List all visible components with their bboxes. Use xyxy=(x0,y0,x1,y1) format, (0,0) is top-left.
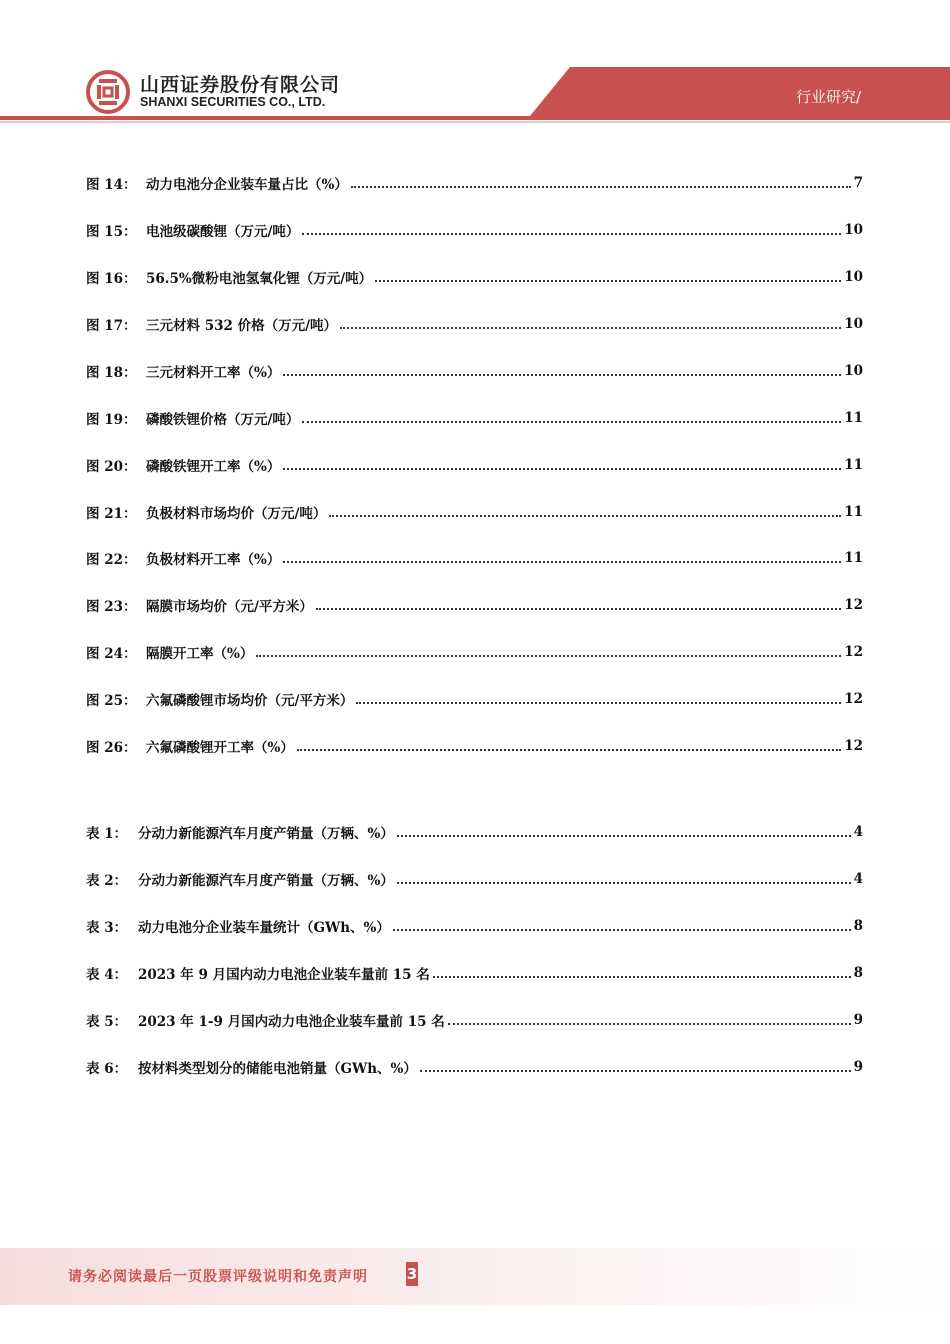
toc-figure-row[interactable]: 图 25： 六氟磷酸锂市场均价（元/平方米） 12 xyxy=(86,691,863,709)
toc-figure-row[interactable]: 图 20： 磷酸铁锂开工率（%） 11 xyxy=(86,457,863,475)
company-name-en: SHANXI SECURITIES CO., LTD. xyxy=(140,95,326,109)
toc-figure-row[interactable]: 图 14： 动力电池分企业装车量占比（%） 7 xyxy=(86,175,863,193)
footer-disclaimer: 请务必阅读最后一页股票评级说明和免责声明 xyxy=(68,1269,368,1285)
header-divider xyxy=(0,116,950,120)
page-header xyxy=(0,0,950,125)
toc-figure-row[interactable]: 图 23： 隔膜市场均价（元/平方米） 12 xyxy=(86,597,863,615)
header-banner xyxy=(530,67,950,116)
toc-figure-row[interactable]: 图 16： 56.5%微粉电池氢氧化锂（万元/吨） 10 xyxy=(86,269,863,287)
toc-figure-row[interactable]: 图 26： 六氟磷酸锂开工率（%） 12 xyxy=(86,738,863,756)
section-label: 行业研究/ xyxy=(796,88,862,106)
company-name-cn: 山西证券股份有限公司 xyxy=(140,74,341,96)
toc-table-row[interactable]: 表 6： 按材料类型划分的储能电池销量（GWh、%） 9 xyxy=(86,1059,863,1077)
toc-figure-row[interactable]: 图 24： 隔膜开工率（%） 12 xyxy=(86,644,863,662)
toc-table-row[interactable]: 表 5： 2023 年 1-9 月国内动力电池企业装车量前 15 名 9 xyxy=(86,1012,863,1030)
toc-figure-row[interactable]: 图 18： 三元材料开工率（%） 10 xyxy=(86,363,863,381)
toc-table-row[interactable]: 表 2： 分动力新能源汽车月度产销量（万辆、%） 4 xyxy=(86,871,863,889)
toc-table-row[interactable]: 表 3： 动力电池分企业装车量统计（GWh、%） 8 xyxy=(86,918,863,936)
toc-figure-row[interactable]: 图 15： 电池级碳酸锂（万元/吨） 10 xyxy=(86,222,863,240)
toc-figure-row[interactable]: 图 19： 磷酸铁锂价格（万元/吨） 11 xyxy=(86,410,863,428)
page-number: 3 xyxy=(406,1262,418,1286)
toc-table-row[interactable]: 表 1： 分动力新能源汽车月度产销量（万辆、%） 4 xyxy=(86,824,863,842)
toc-figure-row[interactable]: 图 22： 负极材料开工率（%） 11 xyxy=(86,550,863,568)
toc-figure-row[interactable]: 图 17： 三元材料 532 价格（万元/吨） 10 xyxy=(86,316,863,334)
toc-table-row[interactable]: 表 4： 2023 年 9 月国内动力电池企业装车量前 15 名 8 xyxy=(86,965,863,983)
header-divider-thin xyxy=(0,121,950,123)
toc-figure-row[interactable]: 图 21： 负极材料市场均价（万元/吨） 11 xyxy=(86,504,863,522)
company-logo-icon xyxy=(86,70,130,114)
